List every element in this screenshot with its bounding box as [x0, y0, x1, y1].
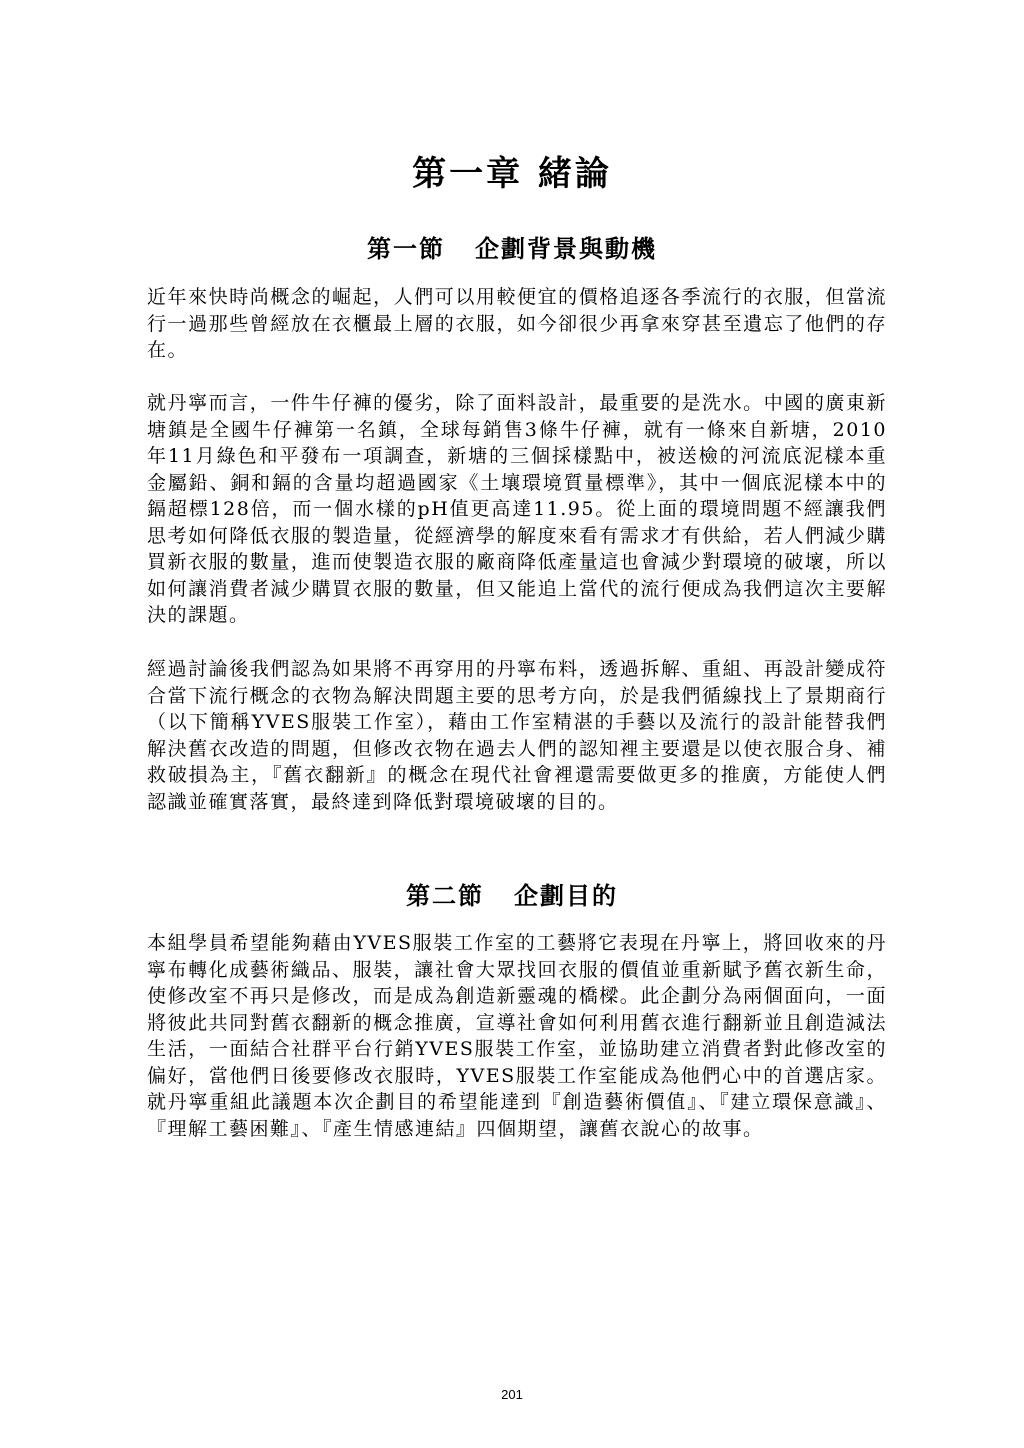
chapter-title: 第一章 緒論: [412, 154, 612, 194]
section-1-paragraph-3: 經過討論後我們認為如果將不再穿用的丹寧布料，透過拆解、重組、再設計變成符合當下流行概念的衣物為解決問題主要的思考方向，於是我們循線找上了景期商行（以下簡稱YVES服裝工作室），藉由工作室精湛的手藝以及流行的設計能替我們解決舊衣改造的問題，但修改衣物在過去人們的認知裡主要還是以使衣服合身、補救破損為主，『舊衣翻新』的概念在現代社會裡還需要做更多的推廣，方能使人們認識並確實落實，最終達到降低對環境破壞的目的。: [147, 658, 887, 813]
section-1-title: 企劃背景與動機: [475, 235, 657, 263]
section-1-paragraph-2: 就丹寧而言，一件牛仔褲的優劣，除了面料設計，最重要的是洗水。中國的廣東新塘鎮是全國牛仔褲第一名鎮，全球每銷售3條牛仔褲，就有一條來自新塘，2010年11月綠色和平發布一項調查，新塘的三個採樣點中，被送檢的河流底泥樣本重金屬鉛、銅和鎘的含量均超過國家《土壤環境質量標準》，其中一個底泥樣本中的鎘超標128倍，而一個水樣的pH值更高達11.95。從上面的環境問題不經讓我們思考如何降低衣服的製造量，從經濟學的解度來看有需求才有供給，若人們減少購買新衣服的數量，進而使製造衣服的廠商降低產量這也會減少對環境的破壞，所以如何讓消費者減少購買衣服的數量，但又能追上當代的流行便成為我們這次主要解決的課題。: [147, 392, 887, 626]
section-2-paragraph-1: 本組學員希望能夠藉由YVES服裝工作室的工藝將它表現在丹寧上，將回收來的丹寧布轉化成藝術織品、服裝，讓社會大眾找回衣服的價值並重新賦予舊衣新生命，使修改室不再只是修改，而是成為創造新靈魂的橋樑。此企劃分為兩個面向，一面將彼此共同對舊衣翻新的概念推廣，宣導社會如何利用舊衣進行翻新並且創造減法生活，一面結合社群平台行銷YVES服裝工作室，並協助建立消費者對此修改室的偏好，當他們日後要修改衣服時，YVES服裝工作室能成為他們心中的首選店家。就丹寧重組此議題本次企劃目的希望能達到『創造藝術價值』、『建立環保意識』、『理解工藝困難』、『產生情感連結』四個期望，讓舊衣說心的故事。: [147, 932, 887, 1140]
section-1-heading: [0, 229, 1024, 264]
section-1-paragraph-1: 近年來快時尚概念的崛起，人們可以用較便宜的價格追逐各季流行的衣服，但當流行一過那些曾經放在衣櫃最上層的衣服，如今卻很少再拿來穿甚至遺忘了他們的存在。: [147, 286, 887, 361]
section-2-title: 企劃目的: [514, 882, 618, 910]
section-1-number: 第一節: [367, 235, 445, 263]
section-2-heading: [0, 876, 1024, 911]
page-number: 201: [501, 1387, 523, 1402]
section-2-number: 第二節: [406, 882, 484, 910]
